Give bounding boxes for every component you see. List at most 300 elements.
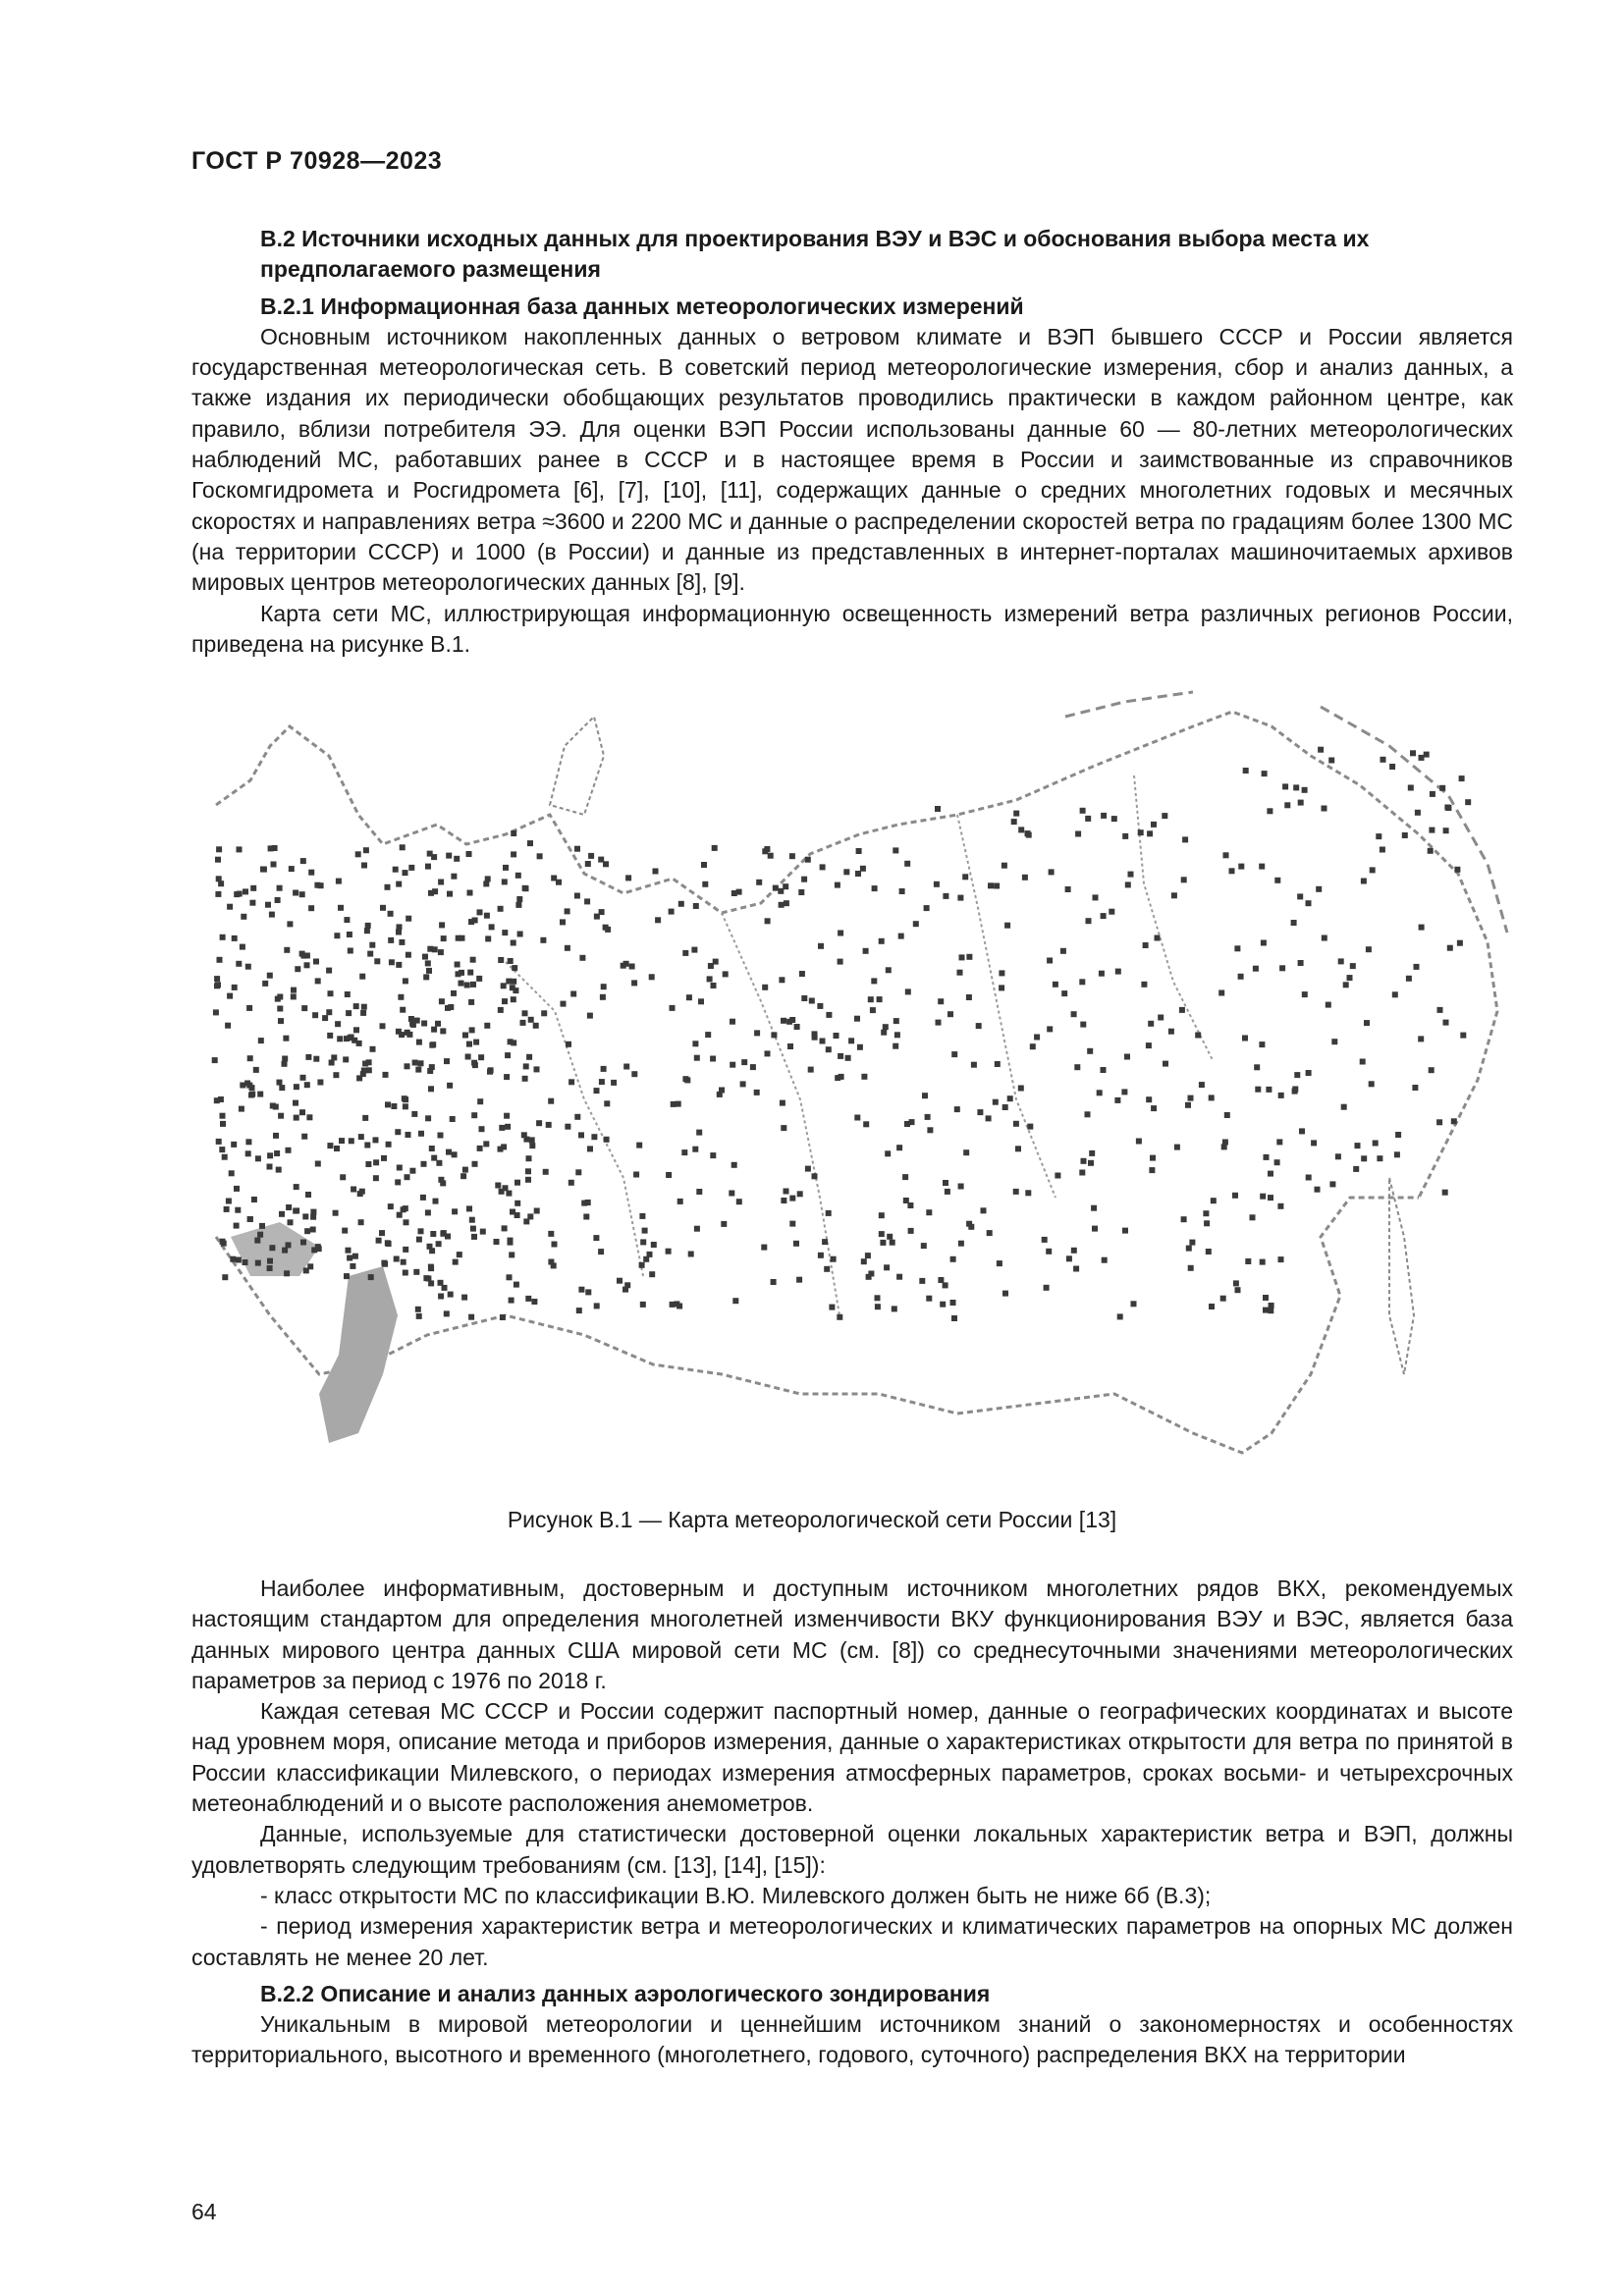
station-dot	[587, 1013, 593, 1019]
station-dot	[212, 1057, 218, 1063]
station-dot	[1080, 808, 1086, 814]
station-dot	[640, 1239, 646, 1245]
station-dot	[756, 880, 762, 885]
station-dot	[373, 1175, 379, 1181]
station-dot	[388, 937, 394, 943]
station-dot	[1018, 1086, 1024, 1092]
station-dot	[1055, 1173, 1060, 1179]
station-dot	[1250, 1214, 1256, 1220]
station-dot	[361, 1004, 367, 1010]
station-dot	[688, 1252, 694, 1257]
station-dot	[400, 844, 406, 850]
station-dot	[1316, 886, 1322, 892]
station-dot	[471, 1112, 477, 1118]
station-dot	[399, 1032, 405, 1038]
station-dot	[565, 945, 570, 951]
station-dot	[1025, 830, 1031, 836]
station-dot	[429, 1042, 435, 1048]
station-dot	[485, 935, 491, 941]
station-dot	[327, 1143, 333, 1148]
station-dot	[282, 1056, 288, 1062]
station-dot	[376, 1238, 382, 1244]
station-dot	[574, 846, 580, 852]
station-dot	[943, 893, 948, 899]
station-dot	[222, 1154, 228, 1160]
station-dot	[508, 1039, 514, 1044]
station-dot	[534, 1066, 540, 1072]
station-dot	[829, 1305, 835, 1310]
station-dot	[861, 1074, 867, 1080]
station-dot	[516, 896, 522, 902]
station-dot	[397, 1165, 403, 1171]
station-dot	[248, 1093, 254, 1098]
station-dot	[529, 1143, 535, 1148]
station-dot	[649, 974, 655, 980]
station-dot	[732, 1298, 738, 1304]
station-dot	[1071, 1011, 1077, 1017]
station-dot	[299, 1109, 305, 1115]
figure-caption: Рисунок В.1 — Карта метеорологической сети России [13]	[507, 1507, 1117, 1532]
station-dot	[235, 1207, 241, 1213]
station-dot	[943, 1180, 948, 1186]
station-dot	[536, 1120, 542, 1126]
station-dot	[857, 1044, 863, 1050]
station-dot	[797, 1191, 803, 1197]
station-dot	[893, 1043, 898, 1049]
station-dot	[342, 1228, 348, 1234]
station-dot	[1004, 923, 1010, 929]
station-dot	[994, 883, 1000, 889]
station-dot	[603, 861, 609, 867]
station-dot	[968, 1224, 974, 1230]
station-dot	[501, 1144, 507, 1149]
station-dot	[276, 1167, 282, 1173]
station-dot	[1101, 813, 1107, 819]
station-dot	[1044, 1285, 1050, 1291]
station-dot	[1260, 1194, 1266, 1200]
station-dot	[1264, 1154, 1270, 1160]
station-dot	[600, 994, 606, 1000]
station-dot	[308, 905, 314, 911]
station-dot	[812, 1173, 818, 1179]
station-dot	[1261, 940, 1267, 946]
station-dot	[696, 1189, 702, 1195]
station-dot	[1326, 1002, 1331, 1008]
station-dot	[899, 888, 905, 894]
station-dot	[416, 1040, 422, 1045]
station-dot	[594, 1303, 600, 1308]
station-dot	[1412, 1085, 1418, 1091]
station-dot	[826, 1210, 832, 1216]
station-dot	[504, 1113, 510, 1119]
station-dot	[1419, 755, 1425, 761]
station-dot	[498, 1007, 504, 1013]
station-dot	[780, 1100, 785, 1106]
paragraph: Основным источником накопленных данных о ветровом климате и ВЭП бывшего СССР и России является государственная метеорологическая сеть. В советский период метеорологические измерения, сбор и анализ данных, а также издания их периодически обобщающих результатов проводились практически в каждом районном центре, как правило, вблизи потребителя ЭЭ. Для оценки ВЭП России использованы данные 60 — 80-летних метеорологических наблюдений МС, работавших ранее в СССР и в настоящее время в России и заимствованные из справочников Госкомгидромета и Росгидромета [6], [7], [10], [11], содержащих данные о средних многолетних годовых и месячных скоростях и направлениях ветра ≈3600 и 2200 МС и данные о распределении скоростей ветра по градациям более 1300 МС (на территории СССР) и 1000 (в России) и данные из представленных в интернет-порталах машиночитаемых архивов мировых центров метеорологических данных [8], [9].	[191, 323, 1513, 596]
station-dot	[365, 1161, 371, 1167]
station-dot	[736, 1199, 742, 1204]
station-dot	[639, 1262, 645, 1268]
station-dot	[883, 1024, 889, 1030]
station-dot	[277, 1080, 283, 1086]
station-dot	[951, 1315, 957, 1321]
station-dot	[1369, 1081, 1375, 1087]
station-dot	[957, 970, 963, 976]
station-dot	[257, 1092, 263, 1097]
station-dot	[317, 1080, 323, 1086]
station-dot	[1318, 747, 1324, 753]
station-dot	[249, 900, 255, 906]
station-dot	[439, 998, 445, 1004]
station-dot	[927, 1127, 933, 1133]
station-dot	[585, 861, 591, 867]
station-dot	[306, 1114, 312, 1120]
station-dot	[551, 876, 557, 881]
station-dot	[219, 1147, 225, 1152]
station-dot	[295, 966, 300, 972]
station-dot	[1410, 750, 1416, 756]
station-dot	[277, 885, 283, 891]
station-dot	[1347, 975, 1353, 981]
station-dot	[789, 1196, 795, 1201]
station-dot	[427, 1244, 433, 1250]
station-dot	[1218, 990, 1224, 996]
station-dot	[269, 1245, 275, 1251]
station-dot	[599, 1079, 605, 1085]
station-dot	[754, 1030, 760, 1036]
station-dot	[805, 857, 811, 863]
station-dot	[794, 1024, 800, 1030]
map-river	[506, 962, 643, 1276]
station-dot	[526, 1155, 532, 1161]
station-dot	[353, 1027, 359, 1033]
station-dot	[528, 1017, 534, 1023]
station-dot	[499, 1125, 505, 1131]
station-dot	[1174, 1145, 1180, 1150]
station-dot	[601, 984, 607, 989]
station-dot	[310, 1209, 316, 1215]
station-dot	[399, 939, 405, 945]
station-dot	[403, 1270, 408, 1276]
station-dot	[1259, 864, 1265, 870]
station-dot	[1002, 1291, 1008, 1297]
station-dot	[1380, 847, 1385, 853]
station-dot	[593, 1235, 599, 1241]
station-dot	[1276, 1139, 1282, 1145]
station-dot	[220, 1121, 226, 1127]
station-dot	[822, 1239, 828, 1245]
station-dot	[1315, 1187, 1321, 1193]
station-dot	[629, 964, 635, 970]
station-dot	[1279, 965, 1285, 971]
station-dot	[817, 1003, 823, 1009]
station-dot	[525, 1168, 531, 1174]
station-dot	[217, 957, 223, 963]
station-dot	[1143, 942, 1149, 948]
station-dot	[678, 901, 684, 907]
station-dot	[1111, 816, 1117, 822]
station-dot	[1459, 775, 1465, 781]
station-dot	[1430, 791, 1435, 797]
station-dot	[1179, 1007, 1185, 1013]
station-dot	[459, 970, 464, 976]
station-dot	[431, 1155, 437, 1161]
station-dot	[514, 1282, 519, 1288]
station-dot	[779, 902, 785, 908]
station-dot	[1049, 869, 1055, 875]
station-dot	[470, 982, 476, 988]
station-dot	[1460, 1033, 1466, 1039]
station-dot	[1302, 787, 1308, 793]
station-dot	[1442, 1190, 1448, 1196]
station-dot	[1418, 1036, 1424, 1041]
station-dot	[1278, 1256, 1284, 1262]
station-dot	[1018, 827, 1024, 832]
station-dot	[358, 1134, 364, 1140]
station-dot	[221, 1241, 227, 1247]
station-dot	[312, 1012, 318, 1018]
station-dot	[784, 1189, 789, 1195]
station-dot	[246, 1005, 252, 1011]
station-dot	[604, 1137, 610, 1143]
station-dot	[1081, 1158, 1087, 1164]
station-dot	[1414, 964, 1420, 970]
station-dot	[385, 1101, 391, 1107]
station-dot	[220, 1113, 226, 1119]
station-dot	[729, 1191, 734, 1197]
station-dot	[1269, 1303, 1274, 1308]
station-dot	[898, 934, 904, 939]
station-dot	[591, 1134, 597, 1140]
station-dot	[362, 1115, 368, 1121]
station-dot	[1298, 800, 1304, 806]
station-dot	[1370, 867, 1376, 873]
station-dot	[583, 1214, 589, 1220]
station-dot	[995, 1061, 1001, 1067]
station-dot	[1046, 1249, 1052, 1255]
station-dot	[310, 1214, 316, 1220]
station-dot	[1079, 979, 1085, 985]
station-dot	[502, 879, 508, 884]
station-dot	[1268, 1195, 1273, 1201]
station-dot	[1085, 1111, 1091, 1117]
station-dot	[278, 1113, 284, 1119]
station-dot	[1186, 1246, 1192, 1252]
station-dot	[848, 1038, 854, 1043]
station-dot	[1284, 802, 1290, 808]
station-dot	[269, 912, 275, 918]
station-dot	[1235, 1287, 1241, 1293]
station-dot	[274, 1150, 280, 1156]
station-dot	[787, 1043, 793, 1049]
station-dot	[369, 942, 375, 948]
station-dot	[643, 1256, 649, 1262]
station-dot	[623, 961, 629, 967]
station-dot	[1080, 1022, 1086, 1028]
station-dot	[452, 1151, 458, 1157]
station-dot	[880, 1240, 886, 1246]
station-dot	[894, 1032, 900, 1038]
station-dot	[574, 893, 580, 899]
station-dot	[315, 1161, 321, 1167]
station-dot	[222, 1274, 228, 1280]
station-dot	[692, 1041, 698, 1046]
station-dot	[355, 851, 361, 857]
station-dot	[799, 971, 805, 977]
station-dot	[396, 962, 402, 968]
station-dot	[360, 1071, 366, 1077]
station-dot	[416, 1237, 422, 1243]
station-dot	[499, 1189, 505, 1195]
station-dot	[693, 903, 699, 909]
station-dot	[574, 1114, 580, 1120]
station-dot	[1335, 1153, 1341, 1159]
station-dot	[503, 865, 509, 871]
station-dot	[1274, 1159, 1280, 1165]
paragraph: Уникальным в мировой метеорологии и ценнейшим источником знаний о закономерностях и особенностях территориального, высотного и временного (многолетнего, годового, суточного) распределения ВКХ на территории	[191, 2011, 1513, 2068]
station-dot	[262, 981, 268, 987]
station-dot	[277, 1006, 283, 1012]
station-dot	[1278, 1093, 1284, 1098]
station-dot	[631, 1071, 637, 1077]
station-dot	[234, 1186, 240, 1192]
station-dot	[305, 1192, 311, 1198]
station-dot	[773, 885, 779, 891]
station-dot	[649, 1271, 655, 1277]
station-dot	[1322, 935, 1327, 941]
station-dot	[947, 1011, 953, 1017]
station-dot	[511, 940, 516, 946]
station-dot	[1302, 991, 1308, 997]
map-river	[957, 815, 1056, 1198]
station-dot	[328, 990, 334, 996]
station-dot	[681, 1149, 687, 1155]
station-dot	[761, 1245, 767, 1251]
station-dot	[427, 1068, 433, 1074]
station-dot	[809, 998, 815, 1004]
station-dot	[670, 1005, 676, 1011]
station-dot	[438, 1133, 444, 1139]
station-dot	[404, 1219, 409, 1225]
station-dot	[1243, 768, 1249, 774]
station-dot	[525, 1296, 531, 1302]
station-dot	[1282, 783, 1288, 789]
station-dot	[461, 1295, 467, 1301]
station-dot	[988, 882, 994, 888]
station-dot	[334, 933, 340, 938]
station-dot	[523, 1218, 529, 1224]
station-dot	[374, 958, 380, 964]
station-dot	[385, 884, 391, 890]
station-dot	[253, 1067, 259, 1073]
station-dot	[1238, 864, 1244, 870]
station-dot	[1115, 969, 1121, 975]
station-dot	[997, 1260, 1002, 1266]
station-dot	[254, 1238, 260, 1244]
station-dot	[438, 949, 444, 955]
station-dot	[1254, 1064, 1260, 1070]
station-dot	[950, 1300, 956, 1306]
station-dot	[812, 1035, 818, 1041]
station-dot	[250, 885, 256, 891]
station-dot	[711, 983, 717, 988]
station-dot	[710, 1056, 716, 1062]
station-dot	[300, 1075, 306, 1081]
station-dot	[454, 856, 460, 862]
station-dot	[1361, 1155, 1367, 1161]
station-dot	[893, 847, 898, 853]
station-dot	[426, 968, 432, 974]
station-dot	[902, 1174, 908, 1180]
station-dot	[762, 985, 768, 990]
station-dot	[502, 998, 508, 1004]
station-dot	[546, 1122, 552, 1128]
station-dot	[277, 994, 283, 1000]
station-dot	[448, 1292, 454, 1298]
station-dot	[875, 1295, 881, 1301]
station-dot	[1429, 1067, 1435, 1073]
station-dot	[408, 865, 414, 871]
station-dot	[1292, 1089, 1298, 1095]
station-dot	[702, 881, 708, 887]
station-dot	[863, 1121, 869, 1127]
station-dot	[1209, 1304, 1215, 1309]
station-dot	[1443, 828, 1449, 833]
station-dot	[838, 1053, 843, 1059]
station-dot	[924, 905, 930, 911]
station-dot	[509, 1252, 514, 1257]
station-dot	[1268, 1171, 1273, 1177]
station-dot	[403, 1205, 408, 1211]
station-dot	[950, 1256, 956, 1262]
station-dot	[1361, 879, 1367, 884]
station-dot	[514, 1180, 520, 1186]
station-dot	[418, 1131, 424, 1137]
station-dot	[431, 1027, 437, 1033]
station-dot	[1260, 1259, 1266, 1265]
station-dot	[237, 891, 243, 897]
station-dot	[879, 938, 885, 944]
station-dot	[360, 1010, 366, 1016]
station-dot	[479, 1126, 485, 1132]
station-dot	[216, 1139, 222, 1145]
station-dot	[890, 1240, 895, 1246]
station-dot	[548, 1098, 554, 1104]
station-dot	[267, 1258, 273, 1264]
station-dot	[472, 1062, 478, 1068]
station-dot	[721, 1221, 727, 1227]
station-dot	[623, 1064, 629, 1070]
station-dot	[440, 1180, 446, 1186]
station-dot	[388, 1203, 394, 1209]
station-dot	[534, 1208, 540, 1214]
station-dot	[386, 1142, 392, 1148]
station-dot	[358, 1219, 364, 1225]
station-dot	[364, 928, 370, 934]
station-dot	[1061, 990, 1067, 996]
station-dot	[343, 1056, 349, 1062]
station-dot	[240, 944, 245, 950]
station-dot	[694, 1226, 700, 1232]
station-dot	[831, 1256, 837, 1262]
station-dot	[420, 1195, 426, 1201]
station-dot	[218, 881, 224, 886]
station-dot	[1220, 1296, 1226, 1302]
station-dot	[483, 881, 489, 886]
station-dot	[215, 857, 221, 863]
station-dot	[893, 1018, 899, 1024]
station-dot	[796, 1277, 802, 1283]
